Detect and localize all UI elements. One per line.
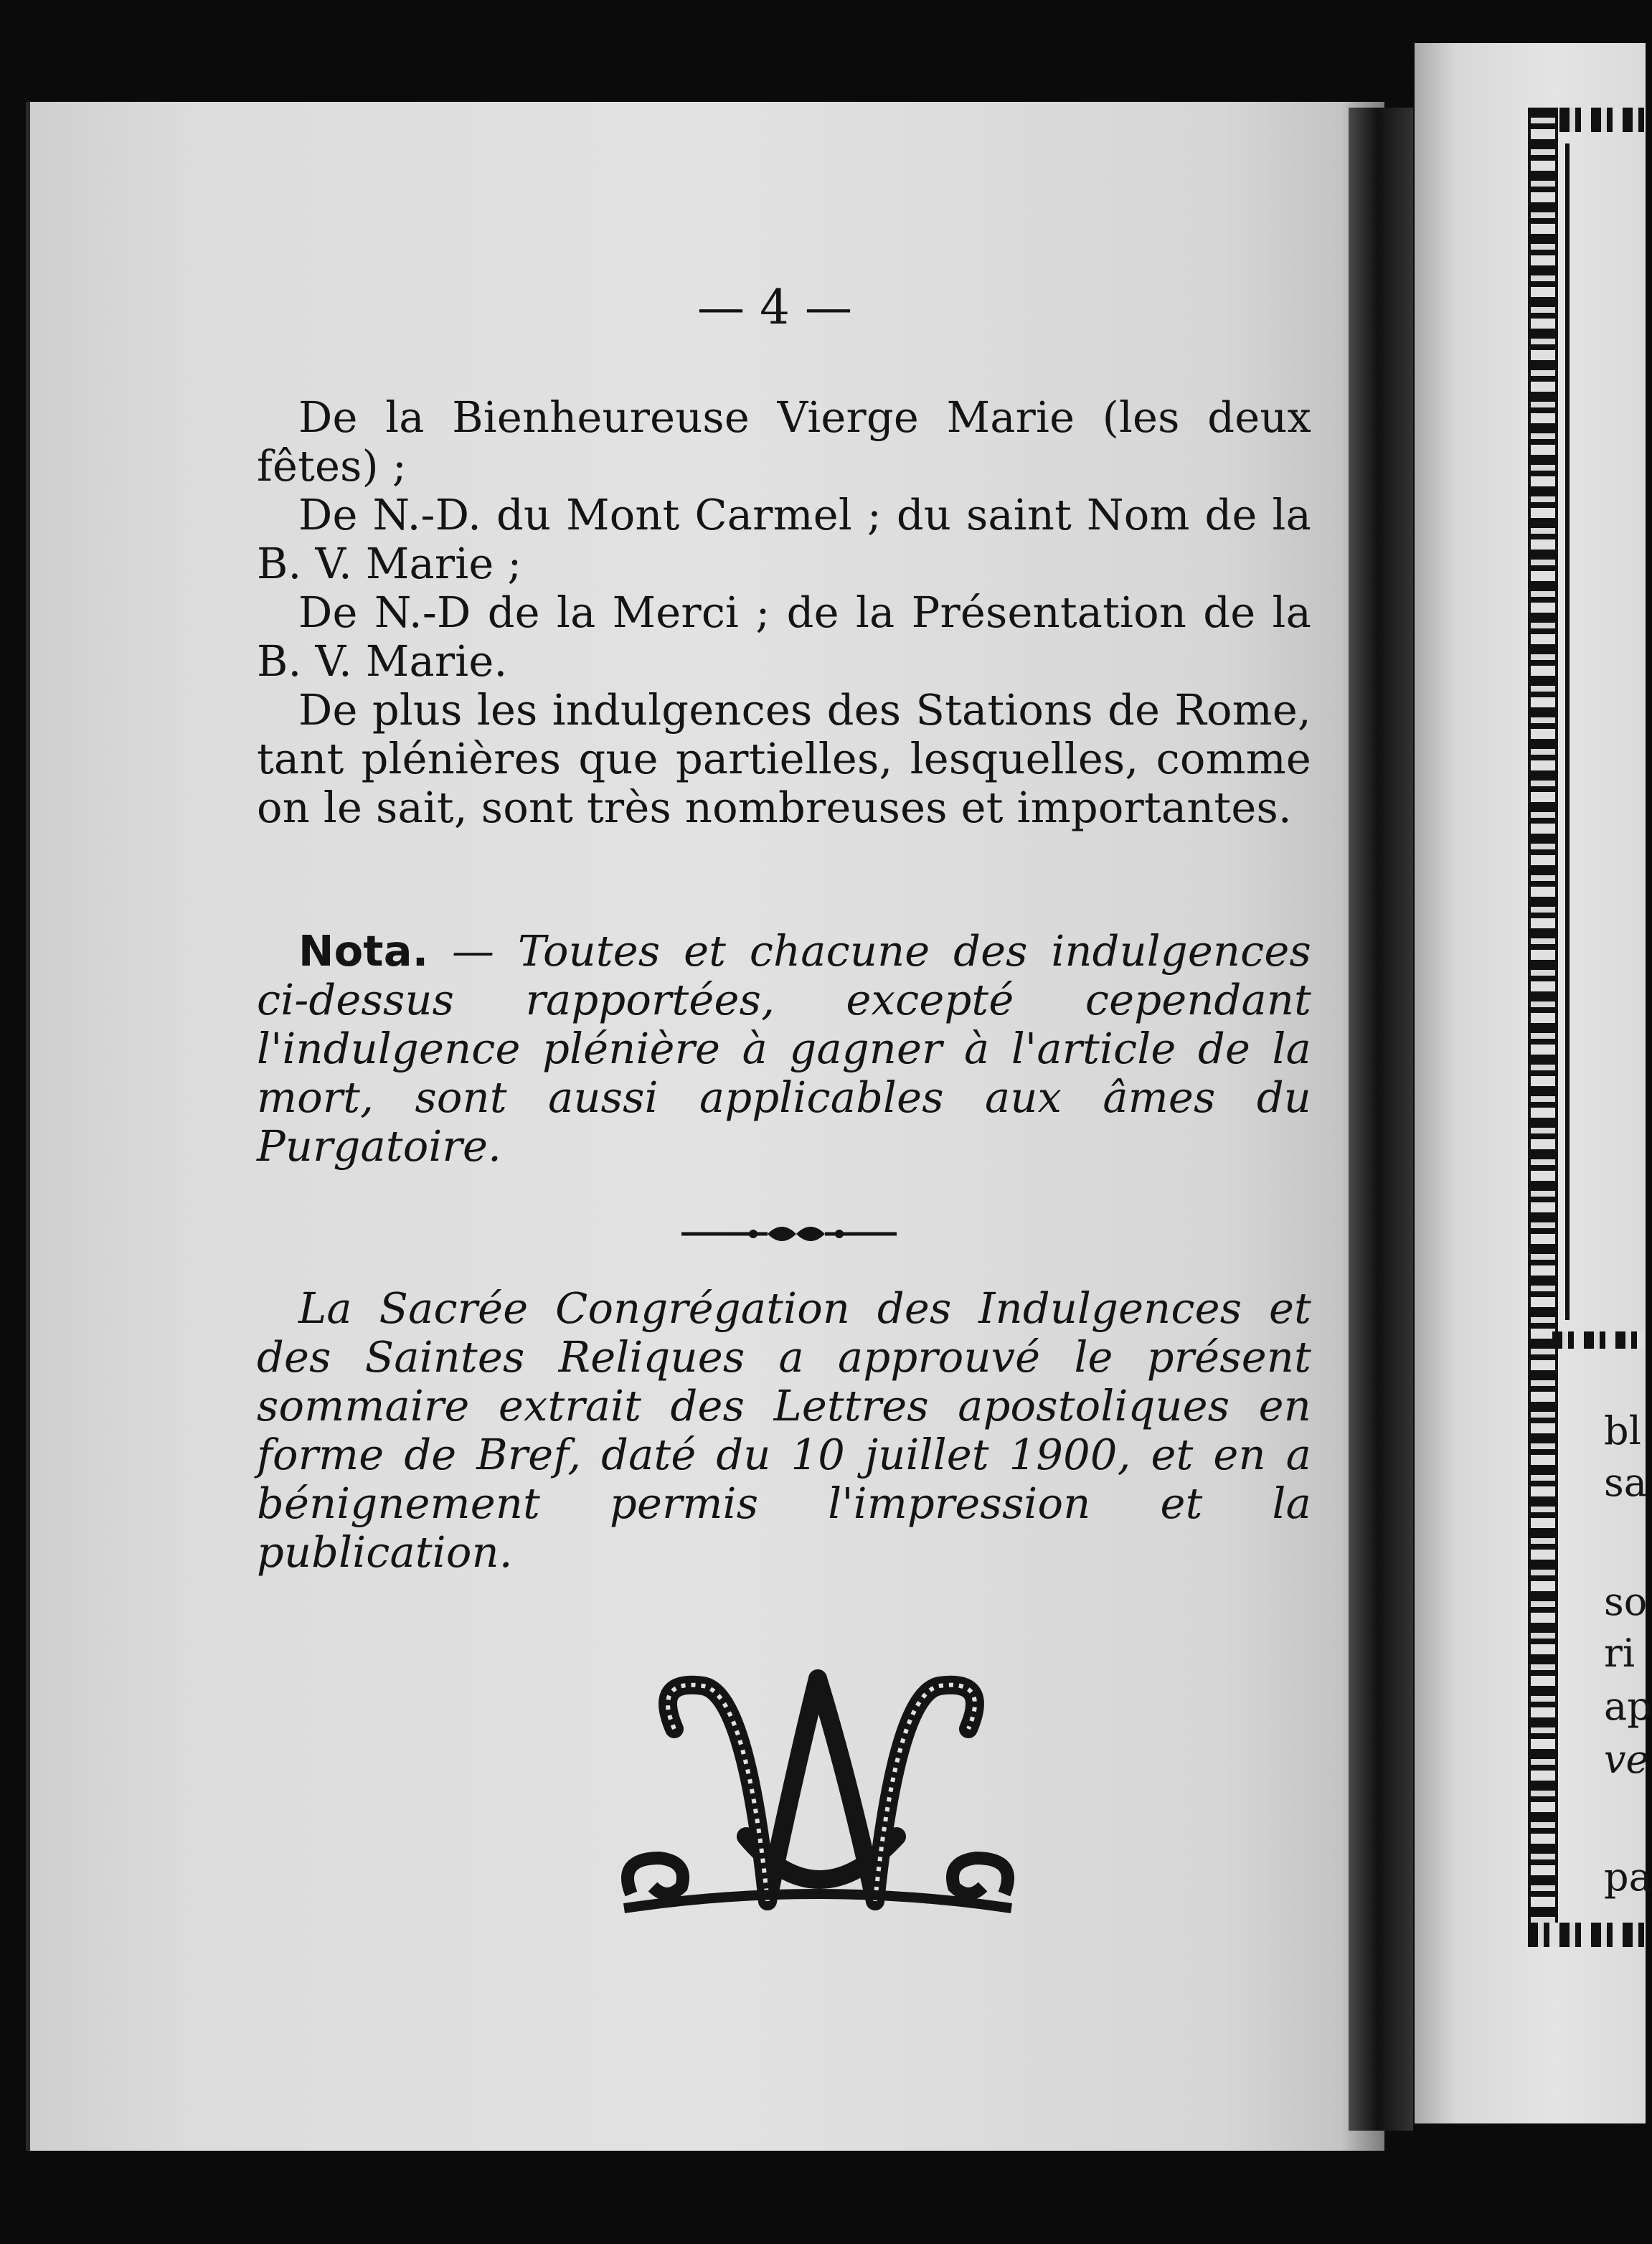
- nota-paragraph: [257, 927, 1311, 1171]
- paragraph: De la Bienheureuse Vierge Marie (les deux fêtes) ;: [257, 392, 1311, 491]
- approval-paragraph: [257, 1284, 1311, 1577]
- approval-text: La Sacrée Congrégation des Indulgences et des Saintes Reliques a approuvé le présent sommaire extrait des Lettres apostoliques en forme de Bref, daté du 10 juillet 1900, et en a bénignement permis l'impression et la publication.: [257, 1283, 1311, 1577]
- adjacent-fragment: pa: [1604, 1854, 1652, 1900]
- ornamental-border-middle: [1552, 1331, 1646, 1349]
- adjacent-fragment: sa: [1604, 1460, 1647, 1505]
- adjacent-fragment: so: [1604, 1579, 1648, 1624]
- paragraph: De N.-D. du Mont Carmel ; du saint Nom de la B. V. Marie ;: [257, 490, 1311, 588]
- ornament-divider-icon: [681, 1220, 911, 1248]
- nota-label: Nota.: [298, 926, 429, 976]
- frame-inner-rule: [1565, 143, 1570, 1320]
- book-binding: [1349, 108, 1413, 2131]
- ornamental-border-left: [1528, 108, 1558, 1930]
- adjacent-fragment: ap: [1604, 1684, 1652, 1729]
- page-number: — 4 —: [697, 280, 852, 335]
- paragraph: De N.-D de la Merci ; de la Présentation de la B. V. Marie.: [257, 588, 1311, 686]
- paragraph: De plus les indulgences des Stations de Rome, tant plénières que partielles, lesquelles, comme on le sait, sont très nombreuses et importantes.: [257, 685, 1311, 832]
- marian-monogram-icon: [610, 1664, 1026, 1937]
- nota-text: — Toutes et chacune des indulgences ci-dessus rapportées, excepté cependant l'indulgence plénière à gagner à l'article de la mort, sont aussi applicables aux âmes du Purgatoire.: [257, 926, 1311, 1171]
- adjacent-fragment: ve: [1604, 1737, 1649, 1782]
- indulgence-list: [257, 393, 1311, 832]
- ornamental-border-bottom: [1528, 1923, 1646, 1947]
- adjacent-fragment: ri: [1604, 1631, 1636, 1676]
- adjacent-fragment: bl: [1604, 1408, 1641, 1453]
